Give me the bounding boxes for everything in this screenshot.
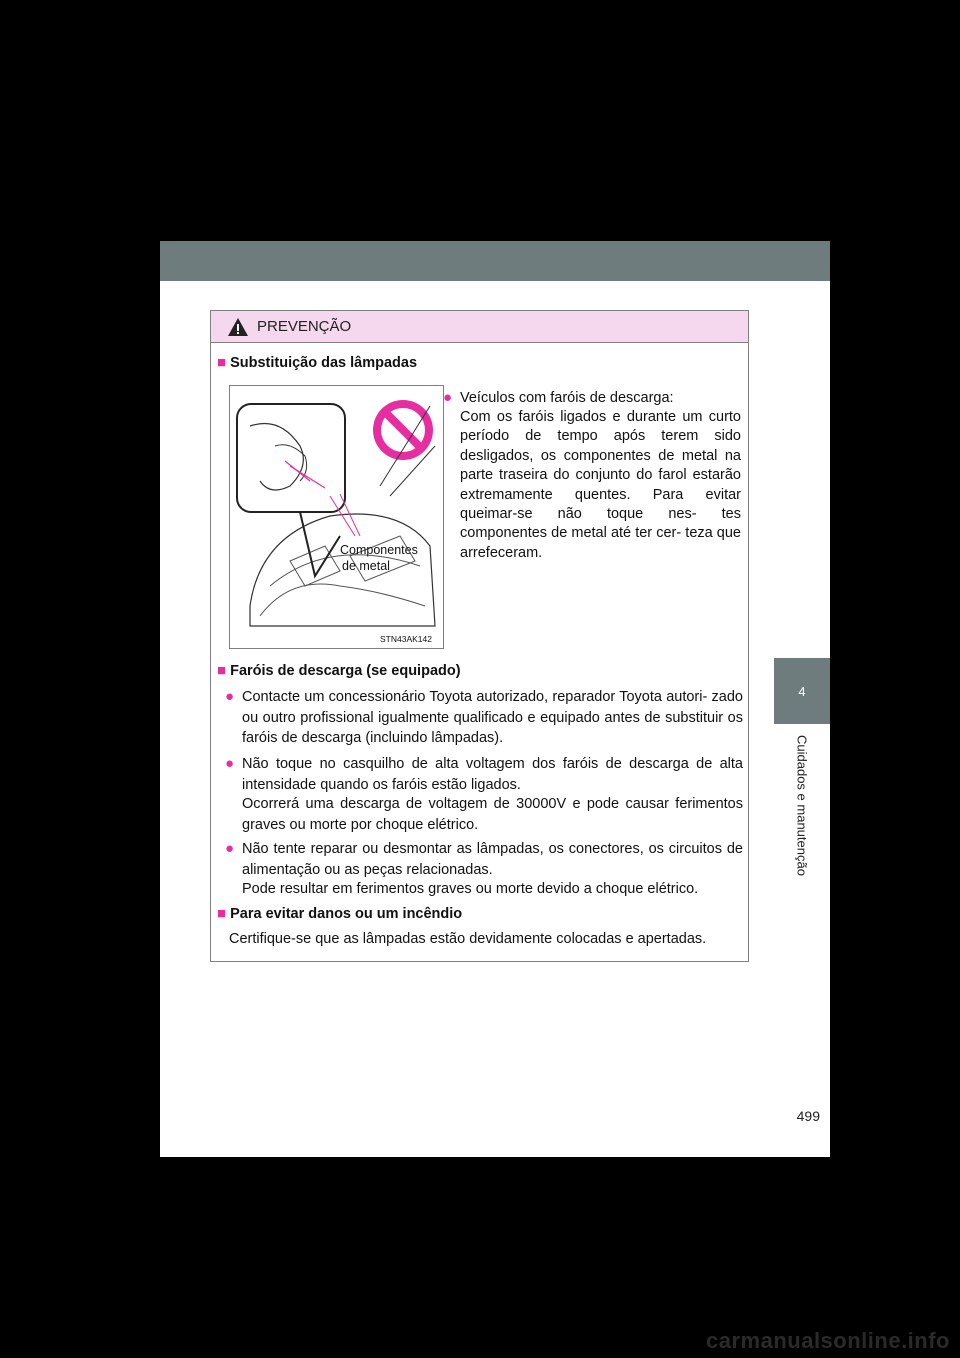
discharge-bullet-lead: ● Veículos com faróis de descarga: xyxy=(460,388,741,409)
list-item-contact: ● Contacte um concessionário Toyota autorizado, reparador Toyota autori- zado ou outro profissional igualmente qualificado e equipado antes de substituir os faróis de descarga (incluindo lâmpadas). xyxy=(225,688,743,746)
figure-id: STN43AK142 xyxy=(380,634,432,644)
caution-header xyxy=(211,311,748,343)
chapter-title: Cuidados e manutenção xyxy=(794,735,810,876)
section-heading-2: ■ Faróis de descarga (se equipado) xyxy=(217,662,461,679)
square-bullet-icon: ■ xyxy=(217,662,227,679)
chapter-number: 4 xyxy=(798,683,806,699)
caution-box xyxy=(210,310,749,962)
watermark: carmanualsonline.info xyxy=(706,1328,950,1353)
headlight-illustration xyxy=(229,385,444,649)
list-item-socket-detail: Ocorrerá uma descarga de voltagem de 30000V e pode causar ferimentos graves ou morte por choque elétrico. xyxy=(242,796,743,833)
round-bullet-icon: ● xyxy=(225,755,235,772)
warning-icon xyxy=(227,317,249,337)
square-bullet-icon: ■ xyxy=(217,354,227,371)
list-item-repair-detail: Pode resultar em ferimentos graves ou morte devido a choque elétrico. xyxy=(242,881,699,897)
section-3-text: Certifique-se que as lâmpadas estão devidamente colocadas e apertadas. xyxy=(229,931,707,947)
round-bullet-icon: ● xyxy=(225,840,235,857)
section-heading-3: ■ Para evitar danos ou um incêndio xyxy=(217,905,463,922)
caution-title: PREVENÇÃO xyxy=(257,318,352,335)
page-number: 499 xyxy=(796,1108,820,1124)
list-item-repair: ● Não tente reparar ou desmontar as lâmpadas, os conectores, os circuitos de alimentação ou as peças relacionadas. xyxy=(225,840,743,878)
round-bullet-icon: ● xyxy=(225,688,235,705)
round-bullet-icon: ● xyxy=(443,389,453,406)
callout-line-1: Componentes xyxy=(340,543,418,557)
list-item-socket: ● Não toque no casquilho de alta voltagem dos faróis de descarga de alta intensidade quando os faróis estão ligados. xyxy=(225,755,743,793)
prohibition-icon xyxy=(373,400,433,460)
page-header-bar xyxy=(160,241,830,281)
callout-line-2: de metal xyxy=(342,559,390,573)
chapter-tab xyxy=(774,658,830,724)
section-heading-1: ■ Substituição das lâmpadas xyxy=(217,354,418,371)
square-bullet-icon: ■ xyxy=(217,905,227,922)
engine-bay-drawing xyxy=(230,386,443,648)
discharge-bullet-body: Com os faróis ligados e durante um curto período de tempo após terem sido desligados, os componentes de metal na parte traseira do conjunto do farol estarão extremamente quentes. Para evitar queimar-se não toque nes- tes componentes de metal até ter cer- teza que arrefeceram. xyxy=(460,409,741,561)
